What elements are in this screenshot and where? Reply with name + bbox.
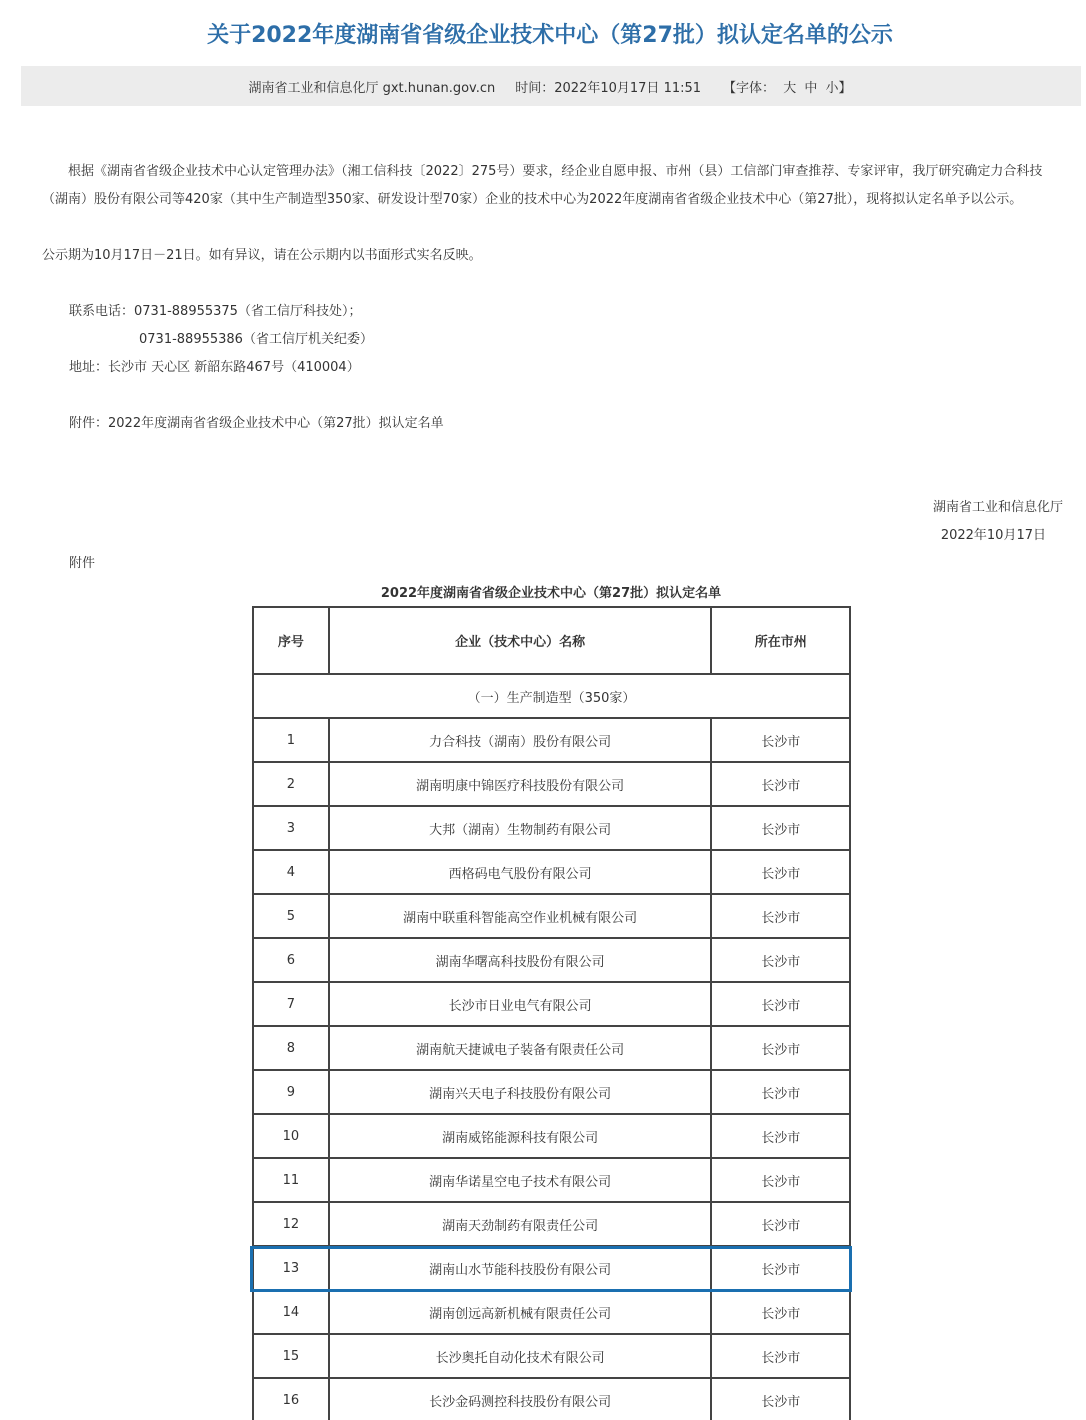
table-row (253, 1334, 850, 1378)
row-number: 1 (253, 718, 329, 762)
row-number: 6 (253, 938, 329, 982)
table-row (253, 894, 850, 938)
row-number: 3 (253, 806, 329, 850)
city-name: 长沙市 (711, 1378, 850, 1420)
row-number: 8 (253, 1026, 329, 1070)
table-row (253, 1070, 850, 1114)
table-row (253, 1026, 850, 1070)
company-name: 湖南天劲制药有限责任公司 (329, 1202, 712, 1246)
row-number: 12 (253, 1202, 329, 1246)
company-name: 湖南威铭能源科技有限公司 (329, 1114, 712, 1158)
city-name: 长沙市 (711, 894, 850, 938)
publish-time: 时间：2022年10月17日 11:51 (515, 80, 702, 96)
company-name: 湖南兴天电子科技股份有限公司 (329, 1070, 712, 1114)
row-number: 13 (253, 1246, 329, 1290)
header-no: 序号 (253, 607, 329, 674)
header-name: 企业（技术中心）名称 (329, 607, 712, 674)
city-name: 长沙市 (711, 806, 850, 850)
table-row (253, 1378, 850, 1420)
company-name: 湖南明康中锦医疗科技股份有限公司 (329, 762, 712, 806)
company-name: 湖南山水节能科技股份有限公司 (329, 1246, 712, 1290)
company-name: 长沙市日业电气有限公司 (329, 982, 712, 1026)
city-name: 长沙市 (711, 1202, 850, 1246)
table-header-row (253, 607, 850, 674)
section-row (253, 674, 850, 718)
city-name: 长沙市 (711, 850, 850, 894)
city-name: 长沙市 (711, 1026, 850, 1070)
table-row (253, 1246, 850, 1290)
font-small-link[interactable]: 小】 (825, 80, 852, 96)
city-name: 长沙市 (711, 938, 850, 982)
table-row (253, 850, 850, 894)
font-large-link[interactable]: 大 (783, 80, 797, 96)
table-row (253, 1158, 850, 1202)
row-number: 4 (253, 850, 329, 894)
row-number: 15 (253, 1334, 329, 1378)
company-name: 湖南华诺星空电子技术有限公司 (329, 1158, 712, 1202)
company-name: 湖南中联重科智能高空作业机械有限公司 (329, 894, 712, 938)
row-number: 14 (253, 1290, 329, 1334)
company-name: 湖南华曙高科技股份有限公司 (329, 938, 712, 982)
header-city: 所在市州 (711, 607, 850, 674)
table-row (253, 982, 850, 1026)
row-number: 10 (253, 1114, 329, 1158)
contact-phone-2: 0731-88955386（省工信厅机关纪委） (139, 332, 373, 347)
candidate-table (252, 606, 851, 1420)
city-name: 长沙市 (711, 1290, 850, 1334)
city-name: 长沙市 (711, 982, 850, 1026)
table-title: 2022年度湖南省省级企业技术中心（第27批）拟认定名单 (380, 586, 722, 601)
table-row (253, 762, 850, 806)
company-name: 大邦（湖南）生物制药有限公司 (329, 806, 712, 850)
row-number: 9 (253, 1070, 329, 1114)
city-name: 长沙市 (711, 1114, 850, 1158)
table-row (253, 718, 850, 762)
signer: 湖南省工业和信息化厅 (932, 500, 1063, 515)
row-number: 2 (253, 762, 329, 806)
intro-paragraph: 根据《湖南省省级企业技术中心认定管理办法》（湘工信科技〔2022〕275号）要求，经企业自愿申报、市州（县）工信部门审查推荐、专家评审，我厅研究确定力合科技（湖南）股份有限公司等420家（其中生产制造型350家、研发设计型70家）企业的技术中心为2022年度湖南省省级企业技术中心（第27批），现将拟认定名单予以公示。 (42, 164, 1043, 207)
row-number: 16 (253, 1378, 329, 1420)
table-row (253, 1114, 850, 1158)
company-name: 长沙奥托自动化技术有限公司 (329, 1334, 712, 1378)
city-name: 长沙市 (711, 718, 850, 762)
attachment-label: 附件 (69, 556, 96, 571)
table-row (253, 1202, 850, 1246)
contact-address: 地址：长沙市 天心区 新韶东路467号（410004） (69, 360, 360, 375)
company-name: 西格码电气股份有限公司 (329, 850, 712, 894)
city-name: 长沙市 (711, 1334, 850, 1378)
table-row (253, 806, 850, 850)
city-name: 长沙市 (711, 1246, 850, 1290)
section-label: （一）生产制造型（350家） (253, 674, 850, 718)
sign-date: 2022年10月17日 (940, 528, 1046, 543)
source-text: 湖南省工业和信息化厅 gxt.hunan.gov.cn (248, 80, 496, 96)
company-name: 湖南航天捷诚电子装备有限责任公司 (329, 1026, 712, 1070)
table-row (253, 1290, 850, 1334)
font-label: 【字体： (723, 80, 776, 96)
row-number: 7 (253, 982, 329, 1026)
attachment-line: 附件：2022年度湖南省省级企业技术中心（第27批）拟认定名单 (69, 416, 444, 431)
table-row (253, 938, 850, 982)
period-paragraph: 公示期为10月17日－21日。如有异议，请在公示期内以书面形式实名反映。 (42, 248, 482, 263)
row-number: 5 (253, 894, 329, 938)
page-title: 关于2022年度湖南省省级企业技术中心（第27批）拟认定名单的公示 (207, 23, 893, 48)
city-name: 长沙市 (711, 762, 850, 806)
company-name: 长沙金码测控科技股份有限公司 (329, 1378, 712, 1420)
company-name: 湖南创远高新机械有限责任公司 (329, 1290, 712, 1334)
city-name: 长沙市 (711, 1158, 850, 1202)
city-name: 长沙市 (711, 1070, 850, 1114)
font-medium-link[interactable]: 中 (804, 80, 818, 96)
company-name: 力合科技（湖南）股份有限公司 (329, 718, 712, 762)
row-number: 11 (253, 1158, 329, 1202)
font-size-control (721, 77, 853, 96)
meta-bar (21, 66, 1081, 106)
contact-phone-1: 联系电话：0731-88955375（省工信厅科技处）； (69, 304, 362, 319)
